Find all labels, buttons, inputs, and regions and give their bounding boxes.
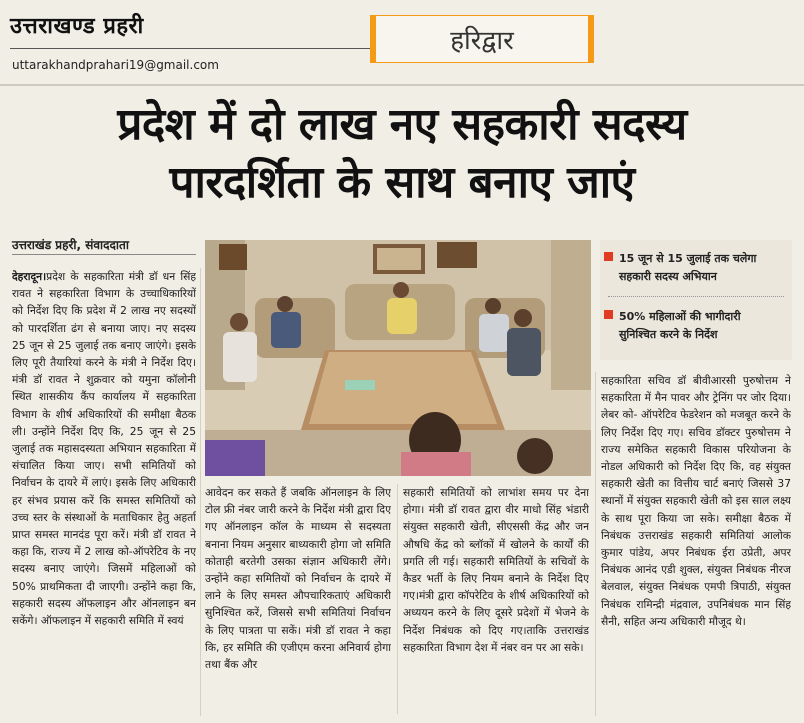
column-divider — [595, 372, 596, 716]
column-divider — [397, 484, 398, 714]
headline-line-2: पारदर्शिता के साथ बनाए जाएं — [169, 157, 635, 208]
article-column-1-text: प्रदेश के सहकारिता मंत्री डॉ धन सिंह रावत ने सहकारिता विभाग के उच्चाधिकारियों को निर्देश दिए कि प्रदेश में 2 लाख नए सदस्यों को पारदर्शिता ढंग से बनाया जाए। नए सदस्य 25 जून से 25 जुलाई तक बनाए जाएंगे। इसके लिए पूरी तैयारियां करने के मंत्री ने निर्देश दिए। मंत्री डॉ रावत ने शुक्रवार को यमुना कॉलोनी स्थित शासकीय कैंप कार्यालय में सहकारिता विभाग के शीर्ष अधिकारियों की समीक्षा बैठक ली। उन्होंने निर्देश दिए कि, 25 जून से 25 जुलाई तक महासदस्यता अभियान सहकारिता में संचालित किया जाए। सभी समितियों को निर्वाचन के दायरे में लाएं। इसके लिए अधिकारी हर संभव प्रयास करें कि समस्त समितियों को उच्च स्तर के संस्थाओं के मताधिकार हेतु अहर्ता प्राप्त समस्त मानदंड पूरा करें। मंत्री डॉ रावत ने कहा कि, राज्य में 2 लाख को-ऑपरेटिव के नए सदस्य बनाए जाएंगे। जिसमें महिलाओं को 50% प्राथमिकता दी जाएगी। उन्होंने कहा कि, सहकारी सदस्य ऑफलाइन और ऑनलाइन बन सकेंगे। ऑफलाइन में सहकारी समिति में स्वयं — [12, 270, 196, 628]
article-column-1 — [12, 268, 196, 716]
masthead-email: uttarakhandprahari19@gmail.com — [12, 58, 219, 72]
bullet-square-icon — [604, 252, 613, 261]
article-column-3: सहकारी समितियों को लाभांश समय पर देना होगा। मंत्री डॉ रावत द्वारा वीर माधो सिंह भंडारी संयुक्त सहकारी खेती, सीएससी केंद्र और जन औषधि केंद्र को ब्लॉकों में खोलने के कार्यों की प्रगति ली गई। सहकारी समितियों के सचिवों के कैडर भर्ती के लिए नियम बनाने के निर्देश दिए गए।मंत्री द्वारा कॉपरेटिव के शीर्ष अधिकारियों को अध्ययन करने के लिए दूसरे प्रदेशों में भेजने के निर्देश निबंधक को दिए गए।ताकि उत्तराखंड सहकारिता विभाग देश में नंबर वन पर आ सके। — [403, 486, 589, 654]
highlight-item-2: 50% महिलाओं की भागीदारी सुनिश्चित करने के निर्देश — [604, 308, 788, 344]
byline: उत्तराखंड प्रहरी, संवाददाता — [12, 238, 129, 252]
masthead-brand: उत्तराखण्ड प्रहरी — [10, 14, 144, 39]
highlight-item-1: 15 जून से 15 जुलाई तक चलेगा सहकारी सदस्य अभियान — [604, 250, 788, 286]
byline-rule — [12, 254, 196, 255]
meeting-photo — [205, 240, 591, 476]
article-column-4: सहकारिता सचिव डॉ बीवीआरसी पुरुषोत्तम ने सहकारिता में मैन पावर और ट्रेनिंग पर जोर दिया। लेबर को- ऑपरेटिव फेडरेशन को मजबूत करने के लिए निर्देश दिए गए। सचिव डॉक्टर पुरुषोत्तम ने राज्य समेकित सहकारी विकास परियोजना के नोडल अधिकारी को निर्देश दिए कि, वह संयुक्त सहकारी खेती का वित्तीय चार्ट बनाएं जिससे 37 स्थानों में संयुक्त सहकारी खेती को इस साल लक्ष्य के साथ पूरा किया जा सके। समीक्षा बैठक में निबंधक उत्तराखंड सहकारी समितियां आलोक कुमार पांडेय, अपर निबंधक ईरा उप्रेती, अपर निबंधक आनंद एडी शुक्ल, संयुक्त निबंधक नीरज बेलवाल, संयुक्त निबंधक एमपी त्रिपाठी, संयुक्त निबंधक रामिन्द्री मंद्रवाल, उपनिबंधक मान सिंह सैनी, सहित अन्य अधिकारी मौजूद थे। — [601, 374, 791, 628]
meeting-photo-illustration — [205, 240, 591, 476]
bullet-square-icon — [604, 310, 613, 319]
masthead-divider — [0, 84, 804, 86]
highlights-divider — [608, 296, 784, 297]
dateline: देहरादून। — [12, 270, 47, 283]
city-section-label — [370, 15, 594, 63]
column-divider — [200, 268, 201, 716]
article-column-2: आवेदन कर सकते हैं जबकि ऑनलाइन के लिए टोल फ्री नंबर जारी करने के निर्देश मंत्री द्वारा दिए गए ऑनलाइन कॉल के माध्यम से सदस्यता बनाना नियम अनुसार बाध्यकारी होगा जो समिति कोताही बरतेगी उसका संज्ञान अधिकारी लेंगे। उन्होंने कहा समितियों को निर्वाचन के दायरे में लाने के लिए समस्त औपचारिकताएं अधिकारी सुनिश्चित करें, जिससे सभी समितियां निर्वाचन के लिए पात्रता पा सकें। मंत्री डॉ रावत ने कहा कि, हर समिति की एजीएम करना अनिवार्य होगा तथा बैंक और — [205, 486, 391, 672]
headline-line-1: प्रदेश में दो लाख नए सहकारी सदस्य — [117, 99, 687, 150]
highlights-box — [600, 240, 792, 360]
headline — [0, 96, 804, 212]
city-name: हरिद्वार — [450, 26, 514, 56]
masthead-rule — [10, 48, 388, 49]
